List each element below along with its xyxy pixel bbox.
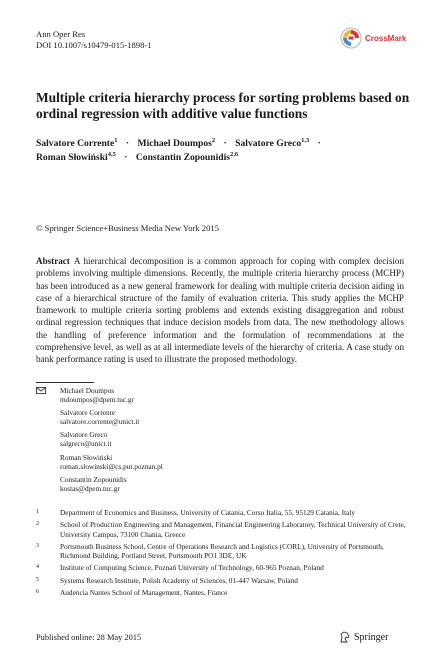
crossmark-badge[interactable] xyxy=(340,27,406,49)
springer-horse-icon xyxy=(339,631,351,643)
author: Salvatore Corrente$^1$ xyxy=(36,137,118,149)
affiliation-number: 6 xyxy=(36,589,39,596)
affiliation-item xyxy=(36,576,406,585)
contact-entry xyxy=(36,386,163,404)
author-separator: · xyxy=(223,138,227,149)
springer-logo xyxy=(339,631,388,643)
journal-header xyxy=(36,29,152,51)
affiliation-text: School of Production Engineering and Management, Financial Engineering Laboratory, Technical University of Crete, University Campus, 73100 Chania, Greece xyxy=(60,520,406,539)
abstract-text: A hierarchical decomposition is a common approach for coping with complex decision problems involving multiple dimensions. Recently, the multiple criteria hierarchy process (MCHP) has been introduced as a new general framework for dealing with multiple criteria decision aiding in case of a hierarchical structure of the family of evaluation criteria. This study applies the MCHP framework to multiple criteria sorting problems and extends existing disaggregation and robust ordinal regression techniques that induce decision models from data. The new methodology allows the handling of preference information and the formulation of recommendations at the comprehensive level, as well as at all intermediate levels of the hierarchy of criteria. A case study on bank performance rating is used to illustrate the proposed methodology. xyxy=(36,256,404,365)
contact-entry xyxy=(36,475,163,493)
affiliation-list xyxy=(36,508,406,600)
crossmark-icon xyxy=(340,27,362,49)
contact-email[interactable]: kostas@dpem.tuc.gr xyxy=(60,483,120,493)
copyright-notice: © Springer Science+Business Media New York 2015 xyxy=(36,223,219,233)
crossmark-label: CrossMark xyxy=(365,33,407,43)
affiliation-number: 5 xyxy=(36,576,39,583)
journal-doi[interactable]: DOI 10.1007/s10479-015-1898-1 xyxy=(36,40,152,50)
journal-name: Ann Oper Res xyxy=(36,29,86,39)
contact-name: Roman Słowiński xyxy=(60,452,113,462)
contact-entry xyxy=(36,430,163,448)
affiliation-text: Audencia Nantes School of Management, Nantes, France xyxy=(60,588,228,598)
contact-name: Salvatore Greco xyxy=(60,430,108,440)
abstract-label: Abstract xyxy=(36,256,70,266)
author-list xyxy=(36,137,416,165)
contact-list xyxy=(36,386,163,497)
affiliation-text: Department of Economics and Business, University of Catania, Corso Italia, 55, 95129 Catania, Italy xyxy=(60,508,356,517)
paper-title: Multiple criteria hierarchy process for sorting problems based on ordinal regression with additive value functions xyxy=(36,90,410,121)
published-date: Published online: 28 May 2015 xyxy=(36,633,142,642)
author-separator: · xyxy=(317,138,321,149)
affiliation-text: Systems Research Institute, Polish Academy of Sciences, 01-447 Warsaw, Poland xyxy=(60,575,298,585)
contact-email[interactable]: salgreco@unict.it xyxy=(60,439,112,449)
contact-email[interactable]: roman.slowinski@cs.put.poznan.pl xyxy=(60,461,163,471)
author-separator: · xyxy=(125,138,130,149)
affiliation-item xyxy=(36,520,406,539)
affiliation-item xyxy=(36,508,406,517)
affiliation-item xyxy=(36,563,406,572)
affiliation-number: 2 xyxy=(36,521,39,528)
contact-name: Michael Doumpos xyxy=(60,386,115,395)
author: Constantin Zopounidis$^{2,6}$ xyxy=(135,151,239,163)
contact-email[interactable]: salvatore.corrente@unict.it xyxy=(60,417,140,427)
abstract xyxy=(36,255,404,366)
contact-entry xyxy=(36,408,163,426)
contact-name: Salvatore Corrente xyxy=(60,408,115,418)
affiliation-item xyxy=(36,542,406,561)
author: Michael Doumpos$^2$ xyxy=(137,137,216,149)
envelope-icon xyxy=(36,387,46,394)
footnote-rule xyxy=(36,382,94,383)
affiliation-number: 4 xyxy=(36,564,39,571)
author: Salvatore Greco$^{1,3}$ xyxy=(235,137,310,149)
affiliation-number: 1 xyxy=(36,509,39,515)
contact-name: Constantin Zopounidis xyxy=(60,474,127,484)
affiliation-item xyxy=(36,588,406,597)
affiliation-text: Institute of Computing Science, Poznań University of Technology, 60-965 Poznan, Poland xyxy=(60,563,324,573)
publisher-name: Springer xyxy=(354,631,389,643)
contact-email[interactable]: mdoumpos@dpem.tuc.gr xyxy=(60,395,135,405)
affiliation-text: Portsmouth Business School, Centre of Operations Research and Logistics (CORL), University of Portsmouth, Richmond Building, Portland Street, Portsmouth PO1 3DE, UK xyxy=(60,541,384,561)
affiliation-number: 3 xyxy=(36,542,39,549)
author-separator: · xyxy=(124,152,128,163)
contact-entry xyxy=(36,453,163,471)
author: Roman Słowiński$^{4,5}$ xyxy=(36,151,116,163)
